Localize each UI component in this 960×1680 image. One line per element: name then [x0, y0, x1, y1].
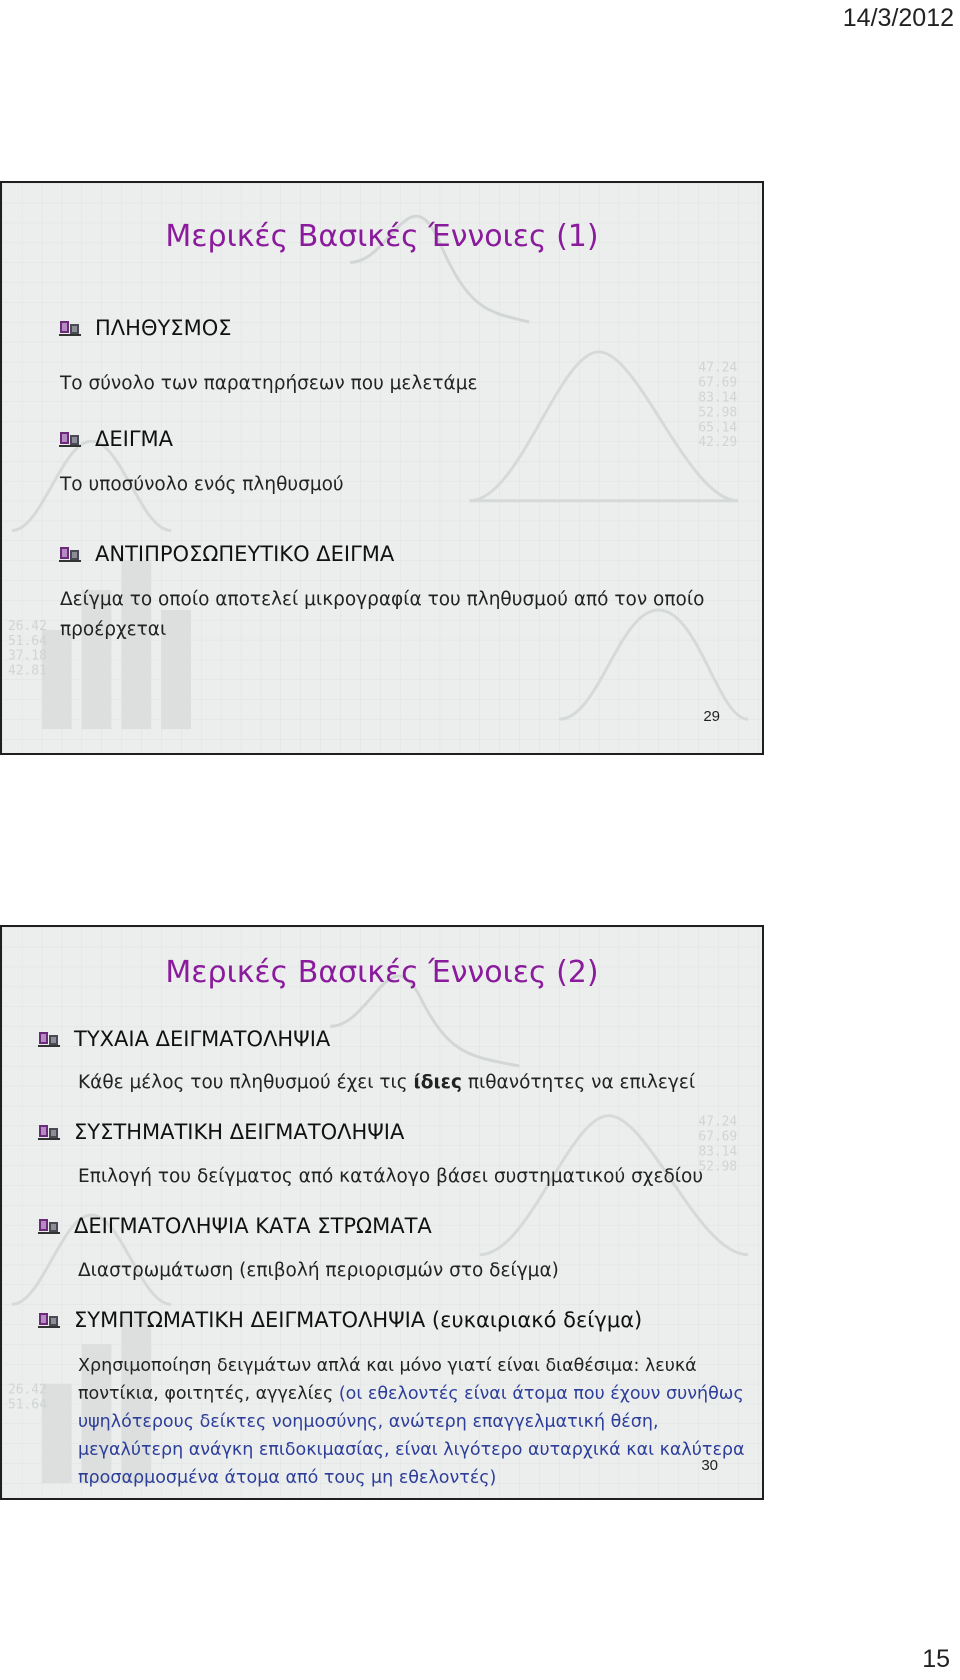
svg-text:42.29: 42.29 [698, 435, 738, 451]
statistics-background-art [2, 183, 762, 753]
bullet-icon [38, 1311, 60, 1329]
bullet-description: Το σύνολο των παρατηρήσεων που μελετάμε [60, 373, 478, 394]
bullet-heading: ΣΥΣΤΗΜΑΤΙΚΗ ΔΕΙΓΜΑΤΟΛΗΨΙΑ [74, 1120, 405, 1144]
bullet-heading: ΔΕΙΓΜΑΤΟΛΗΨΙΑ ΚΑΤΑ ΣΤΡΩΜΑΤΑ [74, 1214, 432, 1238]
slide-title: Μερικές Βασικές Έννοιες (2) [165, 955, 599, 990]
description-line-3: υψηλότερους δείκτες νοημοσύνης, ανώτερη επαγγελματική θέση, [78, 1412, 659, 1432]
bullet-icon [38, 1030, 60, 1048]
bullet-convenience-sampling [38, 1308, 642, 1332]
slide-30 [0, 925, 764, 1500]
bullet-icon [38, 1123, 60, 1141]
svg-text:37.18: 37.18 [7, 648, 47, 664]
svg-text:83.14: 83.14 [698, 390, 738, 406]
convenience-description [78, 1352, 744, 1492]
bullet-random-sampling [38, 1027, 330, 1051]
bullet-icon [38, 1217, 60, 1235]
svg-text:26.42: 26.42 [7, 618, 47, 634]
bullet-heading: ΣΥΜΠΤΩΜΑΤΙΚΗ ΔΕΙΓΜΑΤΟΛΗΨΙΑ (ευκαιριακό δείγμα) [74, 1308, 643, 1332]
description-text: ποντίκια, φοιτητές, αγγελίες [78, 1384, 339, 1404]
bullet-icon [59, 430, 81, 448]
svg-text:83.14: 83.14 [698, 1144, 738, 1160]
description-text: Χρησιμοποίηση δειγμάτων απλά και μόνο γιατί είναι διαθέσιμα: λευκά [78, 1356, 697, 1376]
bullet-description-line2: προέρχεται [60, 619, 167, 640]
bullet-description: Το υποσύνολο ενός πληθυσμού [60, 474, 344, 495]
slide-title: Μερικές Βασικές Έννοιες (1) [165, 219, 599, 254]
description-text: Κάθε μέλος του πληθυσμού έχει τις [78, 1072, 414, 1093]
bullet-population [59, 316, 232, 340]
svg-text:65.14: 65.14 [698, 420, 738, 436]
svg-text:47.24: 47.24 [698, 360, 738, 376]
bullet-description [78, 1072, 695, 1093]
description-line-1 [78, 1352, 744, 1380]
slide-number: 30 [701, 1457, 718, 1474]
bullet-icon [59, 545, 81, 563]
svg-text:51.64: 51.64 [7, 633, 47, 649]
bullet-representative-sample [59, 542, 394, 566]
bullet-heading: ΠΛΗΘΥΣΜΟΣ [95, 316, 232, 340]
description-line-2 [78, 1380, 744, 1408]
bullet-heading: ΑΝΤΙΠΡΟΣΩΠΕΥΤΙΚΟ ΔΕΙΓΜΑ [95, 542, 395, 566]
slide-number: 29 [703, 708, 720, 725]
bullet-icon [59, 319, 81, 337]
page-date: 14/3/2012 [842, 4, 954, 32]
bullet-description: Διαστρωμάτωση (επιβολή περιορισμών στο δείγμα) [78, 1260, 559, 1281]
svg-text:26.42: 26.42 [7, 1382, 47, 1398]
svg-text:67.69: 67.69 [698, 1129, 738, 1145]
bullet-sample [59, 427, 173, 451]
svg-text:47.24: 47.24 [698, 1114, 738, 1130]
description-highlight: (οι εθελοντές είναι άτομα που έχουν συνήθως [338, 1384, 744, 1404]
svg-text:42.81: 42.81 [7, 663, 47, 679]
svg-text:52.98: 52.98 [698, 1159, 738, 1175]
bullet-description: Επιλογή του δείγματος από κατάλογο βάσει συστηματικού σχεδίου [78, 1166, 704, 1187]
bullet-heading: ΤΥΧΑΙΑ ΔΕΙΓΜΑΤΟΛΗΨΙΑ [74, 1027, 331, 1051]
bullet-heading: ΔΕΙΓΜΑ [95, 427, 174, 451]
description-emphasis: ίδιες [413, 1072, 462, 1093]
description-line-4: μεγαλύτερη ανάγκη επιδοκιμασίας, είναι λιγότερο αυταρχικά και καλύτερα [78, 1440, 745, 1460]
slide-29 [0, 181, 764, 755]
svg-text:52.98: 52.98 [698, 405, 738, 421]
svg-text:67.69: 67.69 [698, 375, 738, 391]
bullet-systematic-sampling [38, 1120, 404, 1144]
bullet-stratified-sampling [38, 1214, 432, 1238]
svg-text:51.64: 51.64 [7, 1397, 47, 1413]
description-line-5: προσαρμοσμένα άτομα από τους μη εθελοντές) [78, 1468, 497, 1488]
page-number: 15 [922, 1645, 950, 1673]
bullet-description-line1: Δείγμα το οποίο αποτελεί μικρογραφία του πληθυσμού από τον οποίο [60, 589, 705, 610]
description-text: πιθανότητες να επιλεγεί [461, 1072, 696, 1093]
